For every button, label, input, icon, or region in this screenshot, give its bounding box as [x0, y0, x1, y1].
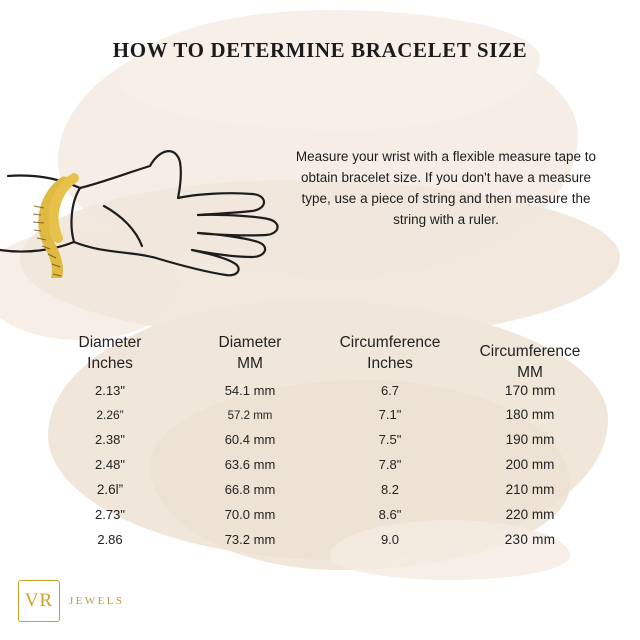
hand-illustration [0, 78, 320, 278]
column-header-diameter-inches: Diameter Inches [78, 334, 142, 372]
table-row: 2.86 73.2 mm 9.0 230 mm [97, 532, 556, 547]
logo-monogram: VR [18, 580, 60, 622]
instruction-paragraph: Measure your wrist with a flexible measure tape to obtain bracelet size. If you don't have a measure type, use a piece of string and then measure the string with a ruler. [295, 149, 597, 227]
table-row: 2.26” 57.2 mm 7.1" 180 mm [96, 407, 555, 422]
table-row: 2.73" 70.0 mm 8.6" 220 mm [95, 507, 555, 522]
table-body [40, 382, 600, 557]
brand-logo [18, 580, 124, 622]
logo-wordmark: JEWELS [69, 595, 125, 607]
column-header-diameter-mm: Diameter MM [218, 334, 282, 372]
size-table [40, 332, 600, 557]
column-header-circumference-inches: Circumference Inches [339, 334, 441, 372]
table-row: 2.48" 63.6 mm 7.8" 200 mm [95, 457, 555, 472]
table-row: 2.6l” 66.8 mm 8.2 210 mm [96, 482, 555, 497]
page-title: HOW TO DETERMINE BRACELET SIZE [112, 38, 528, 62]
table-row: 2.38" 60.4 mm 7.5" 190 mm [95, 432, 555, 447]
column-header-circumference-mm: Circumference MM [479, 343, 581, 381]
table-row: 2.13" 54.1 mm 6.7 170 mm [95, 382, 556, 398]
table-header-row [40, 332, 600, 381]
